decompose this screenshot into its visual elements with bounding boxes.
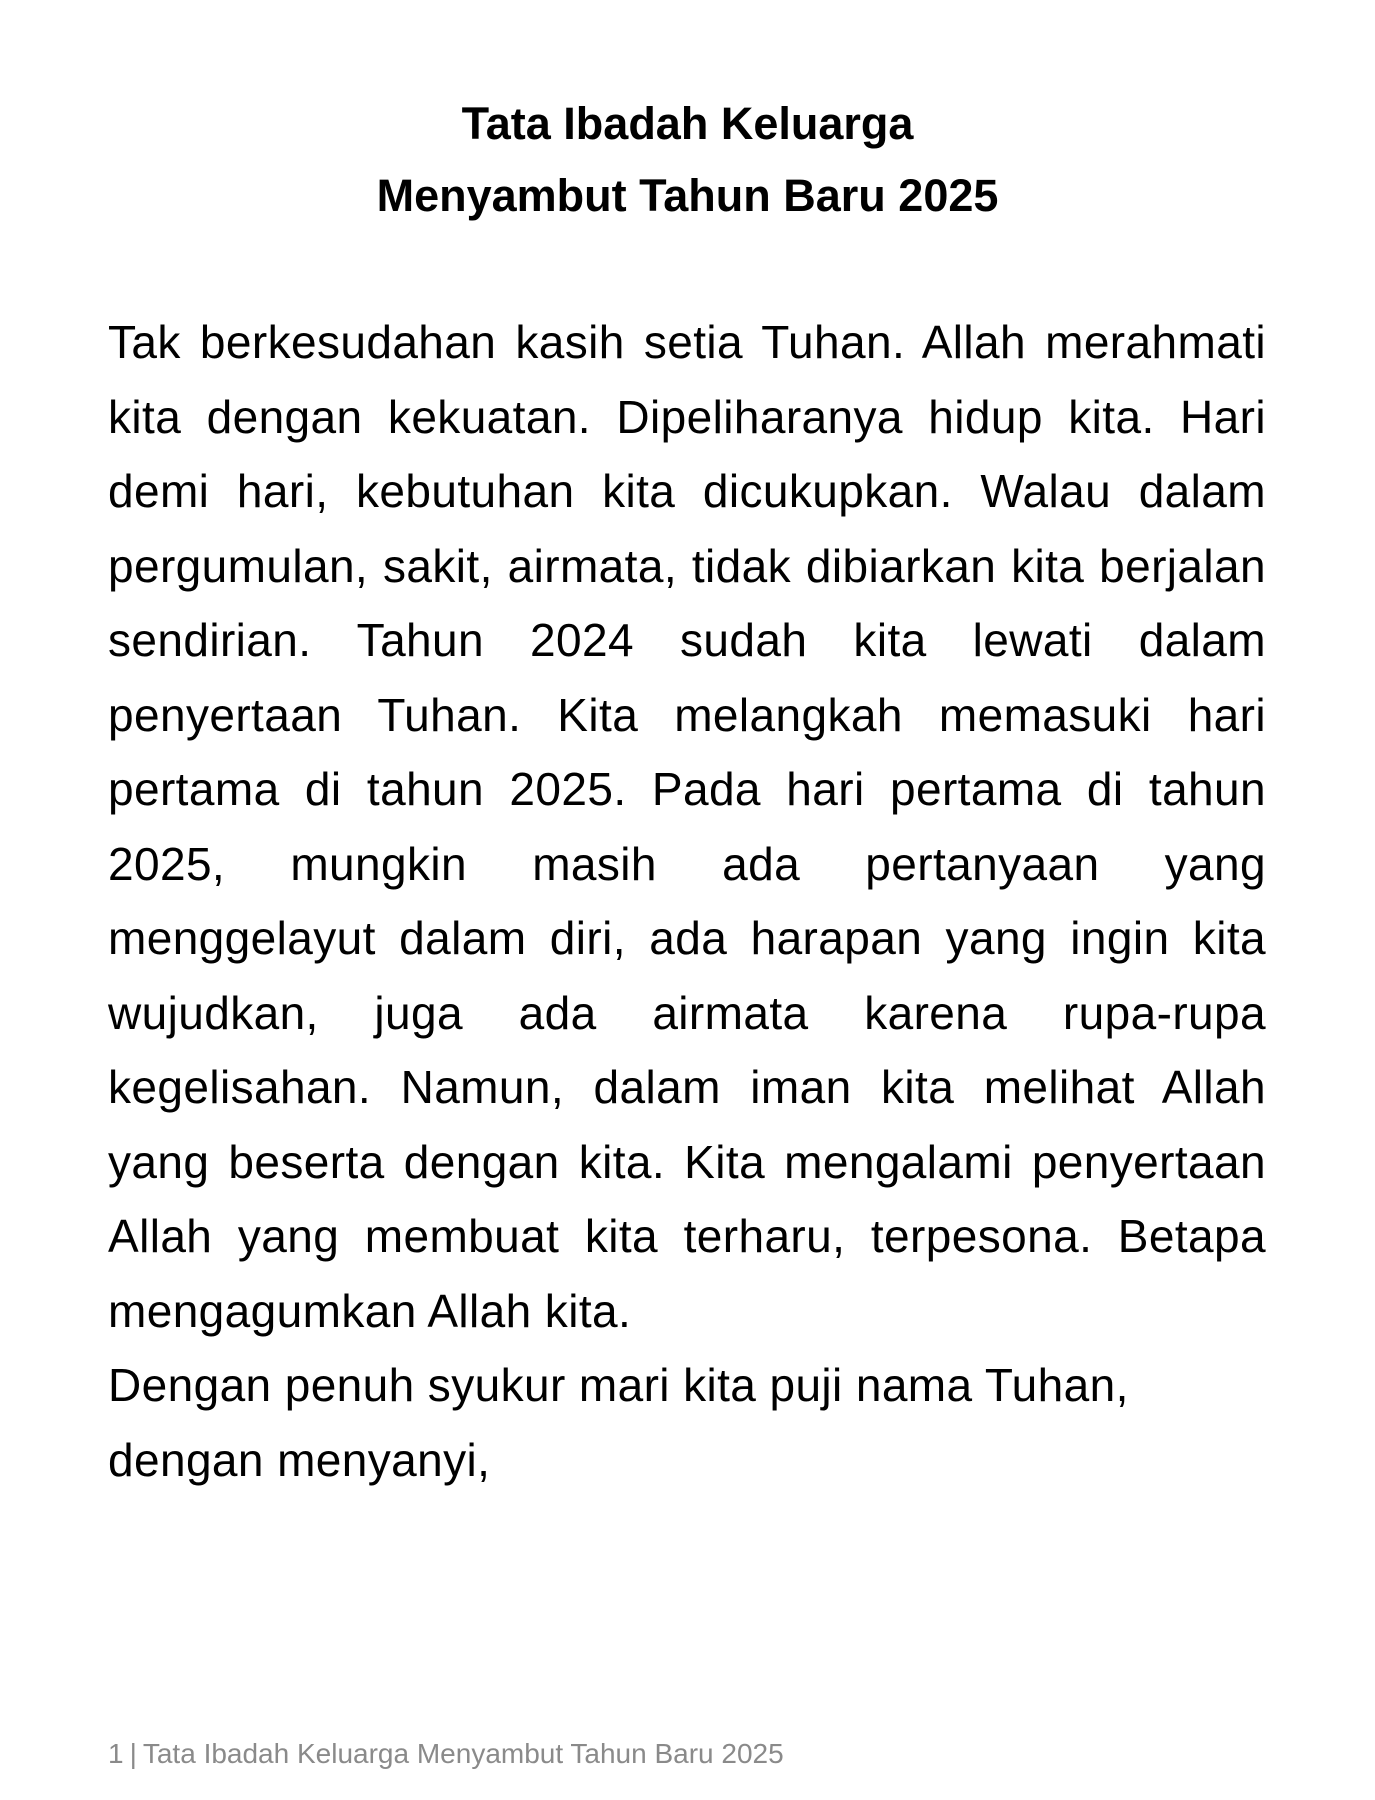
footer-page-number: 1 xyxy=(108,1738,124,1769)
body-content xyxy=(108,305,1266,1497)
footer-separator: | xyxy=(129,1738,137,1769)
page-title xyxy=(0,88,1375,232)
invitation-line-1: Dengan penuh syukur mari kita puji nama Tuhan, xyxy=(108,1359,1129,1411)
paragraph-invitation xyxy=(108,1348,1266,1497)
title-line-2: Menyambut Tahun Baru 2025 xyxy=(376,170,999,221)
footer-text: Tata Ibadah Keluarga Menyambut Tahun Baru 2025 xyxy=(142,1738,784,1769)
title-line-1: Tata Ibadah Keluarga xyxy=(461,98,914,149)
paragraph-intro: Tak berkesudahan kasih setia Tuhan. Allah merahmati kita dengan kekuatan. Dipeliharanya hidup kita. Hari demi hari, kebutuhan kita dicukupkan. Walau dalam pergumulan, sakit, airmata, tidak dibiarkan kita berjalan sendirian. Tahun 2024 sudah kita lewati dalam penyertaan Tuhan. Kita melangkah memasuki hari pertama di tahun 2025. Pada hari pertama di tahun 2025, mungkin masih ada pertanyaan yang menggelayut dalam diri, ada harapan yang ingin kita wujudkan, juga ada airmata karena rupa-rupa kegelisahan. Namun, dalam iman kita melihat Allah yang beserta dengan kita. Kita mengalami penyertaan Allah yang membuat kita terharu, terpesona. Betapa mengagumkan Allah kita. xyxy=(108,316,1266,1337)
page-footer xyxy=(108,1737,784,1771)
invitation-line-2: dengan menyanyi, xyxy=(108,1433,491,1486)
